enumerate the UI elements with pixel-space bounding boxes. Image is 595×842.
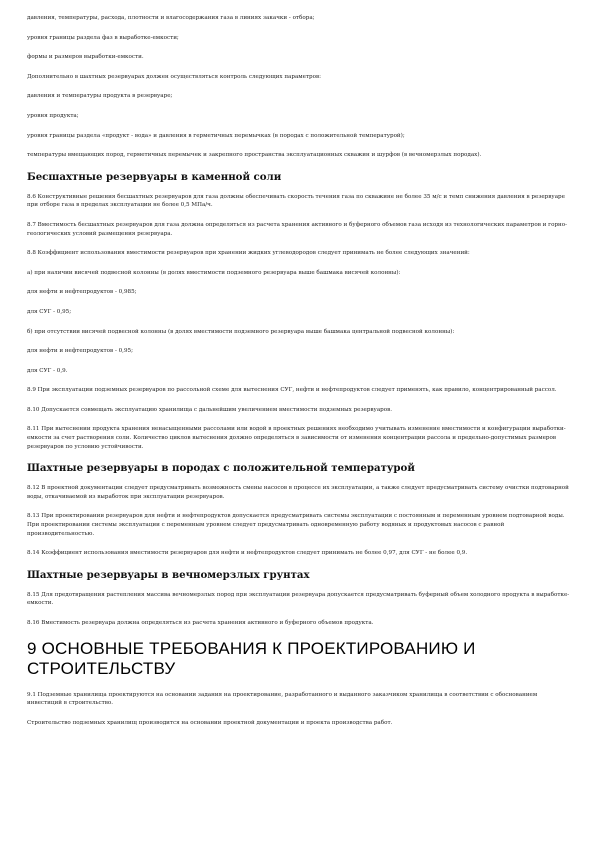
paragraph: для СУГ - 0,9. [27, 367, 68, 374]
paragraph: 8.10 Допускается совмещать эксплуатацию хранилища с дальнейшим увеличением вместимости подземных резервуаров. [27, 406, 393, 413]
paragraph: давления и температуры продукта в резервуаре; [27, 93, 173, 100]
paragraph: б) при отсутствии висячей подвесной колонны (в долях вместимости подземного резервуара выше башмака центральной подвесной колонны): [27, 328, 455, 335]
paragraph: 8.11 При вытеснении продукта хранения ненасыщенными рассолами или водой в проектных решениях необходимо учитывать изменение вместимости и конфигурации выработки-емкости за счет растворения соли. Количество циклов вытеснения должно определяться в зависимости от изменения концентрации рассола и предельно-допустимых размеров резервуаров по условию устойчивости. [27, 426, 566, 450]
paragraph: давления, температуры, расхода, плотности и влагосодержания газа в линиях закачки - отбора; [27, 15, 315, 21]
paragraph: уровня границы раздела фаз в выработке-емкости; [27, 34, 179, 41]
paragraph: уровня границы раздела «продукт - вода» и давления в герметичных перемычках (в породах с положительной температурой); [27, 132, 405, 139]
paragraph: уровня продукта; [27, 112, 79, 119]
paragraph: для нефти и нефтепродуктов - 0,985; [27, 289, 137, 296]
subsection-heading: Шахтные резервуары в вечномерзлых грунтах [27, 568, 310, 581]
paragraph: 8.6 Конструктивные решения бесшахтных резервуаров для газа должны обеспечивать скорость течения газа по скважине не более 35 м/с и темп снижения давления в резервуаре при отборе газа в пределах эксплуатации не более 0,5 МПа/ч. [27, 193, 565, 209]
paragraph: Дополнительно в шахтных резервуарах должен осуществляться контроль следующих параметров: [27, 73, 322, 80]
paragraph: 8.13 При проектировании резервуаров для нефти и нефтепродуктов допускается предусматривать системы эксплуатации с постоянным и переменным уровнем подтоварной воды. При проектировании системы эксплуатации с переменным уровнем следует предусматривать одновременную работу водяных и продуктовых насосов с равной производительностью. [27, 513, 565, 537]
subsection-heading: Шахтные резервуары в породах с положительной температурой [27, 462, 415, 475]
paragraph: для нефти и нефтепродуктов - 0,95; [27, 348, 133, 355]
subsection-heading: Бесшахтные резервуары в каменной соли [27, 170, 282, 183]
document-body [27, 14, 570, 727]
paragraph: Строительство подземных хранилищ производится на основании проектной документации и проекта производства работ. [27, 719, 393, 726]
paragraph: 8.8 Коэффициент использования вместимости резервуаров при хранении жидких углеводородов следует принимать не более следующих значений: [27, 250, 470, 257]
paragraph: формы и размеров выработки-емкости. [27, 54, 144, 61]
paragraph: 8.15 Для предотвращения растепления массива вечномерзлых пород при эксплуатации резервуара допускается предусматривать буферный объем холодного продукта в выработке-емкости. [27, 591, 570, 607]
paragraph: 8.16 Вместимость резервуара должна определяться из расчета хранения активного и буферного объемов продукта. [27, 620, 374, 626]
paragraph: 8.14 Коэффициент использования вместимости резервуаров для нефти и нефтепродуктов следует принимать не более 0,97, для СУГ - не более 0,9. [27, 550, 468, 557]
paragraph: температуры вмещающих пород, герметичных перемычек и закрепного пространства эксплуатационных скважин и шурфов (в вечномерзлых породах). [27, 152, 482, 159]
paragraph: для СУГ - 0,95; [27, 308, 72, 315]
paragraph: 8.9 При эксплуатации подземных резервуаров по рассольной схеме для вытеснения СУГ, нефти и нефтепродуктов следует применять, как правило, концентрированный рассол. [27, 387, 557, 394]
paragraph: 8.12 В проектной документации следует предусматривать возможность смены насосов в процессе их эксплуатации, а также следует предусматривать систему очистки подтоварной воды, откачиваемой из выработок при эксплуатации резервуаров. [27, 485, 569, 500]
paragraph: а) при наличии висячей подвесной колонны (в долях вместимости подземного резервуара выше башмака висячей колонны): [27, 269, 401, 276]
paragraph: 9.1 Подземные хранилища проектируются на основании задания на проектирование, разработанного и выданного заказчиком хранилища в соответствии с обоснованием инвестиций в строительство. [27, 691, 538, 707]
paragraph: 8.7 Вместимость бесшахтных резервуаров для газа должна определяться из расчета хранения активного и буферного объемов газа исходя из технологических параметров и горно-геологических условий размещения резервуара. [27, 221, 568, 237]
section-heading: 9 ОСНОВНЫЕ ТРЕБОВАНИЯ К ПРОЕКТИРОВАНИЮ И СТРОИТЕЛЬСТВУ [27, 638, 476, 678]
